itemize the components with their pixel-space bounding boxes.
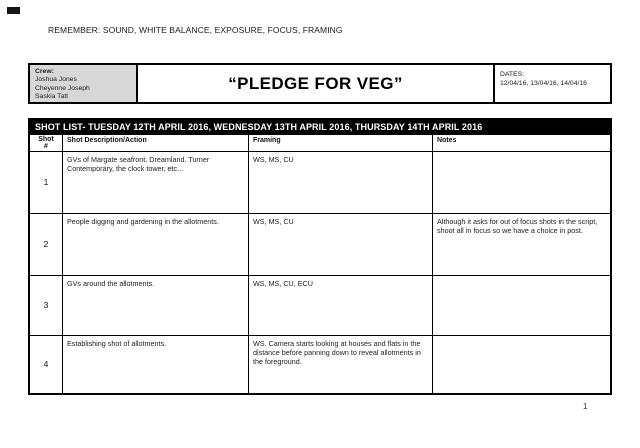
crew-label: Crew:: [35, 68, 54, 75]
crew-box: [28, 63, 138, 104]
column-header-description: Shot Description/Action: [62, 135, 248, 151]
shot-number: 4: [43, 359, 49, 369]
scan-artifact-mark: [7, 7, 20, 14]
table-row: [30, 151, 610, 213]
shot-description: GVs around the allotments.: [62, 276, 248, 335]
reminder-note: REMEMBER: SOUND, WHITE BALANCE, EXPOSURE, FOCUS, FRAMING: [48, 25, 343, 35]
page-title: “PLEDGE FOR VEG”: [228, 73, 403, 93]
shot-description: People digging and gardening in the allotments.: [62, 214, 248, 275]
column-header-framing: Framing: [248, 135, 432, 151]
document-header: [28, 63, 612, 104]
shot-number: 3: [43, 300, 49, 310]
table-row: [30, 213, 610, 275]
shot-number: 2: [43, 239, 49, 249]
dates-box: [493, 63, 612, 104]
shot-framing: WS. Camera starts looking at houses and flats in the distance before panning down to reveal allotments in the foreground.: [248, 336, 432, 393]
title-box: [136, 63, 495, 104]
shot-framing: WS, MS, CU, ECU: [248, 276, 432, 335]
shot-list-banner: SHOT LIST- TUESDAY 12TH APRIL 2016, WEDNESDAY 13TH APRIL 2016, THURSDAY 14TH APRIL 2016: [30, 120, 610, 134]
crew-member-name: Joshua Jones: [35, 76, 77, 84]
page-number: 1: [583, 402, 588, 411]
shot-number: 1: [43, 177, 49, 187]
table-row: [30, 275, 610, 335]
shot-notes: [432, 336, 610, 393]
shot-notes: Although it asks for out of focus shots in the script, shoot all in focus so we have a choice in post.: [432, 214, 610, 275]
table-header-row: [30, 134, 610, 151]
shot-framing: WS, MS, CU: [248, 214, 432, 275]
shot-list-table: [28, 118, 612, 395]
shot-framing: WS, MS, CU: [248, 152, 432, 213]
shot-notes: [432, 152, 610, 213]
crew-member-name: Cheyenne Joseph: [35, 84, 90, 92]
column-header-shot-number: Shot #: [38, 135, 54, 150]
dates-value: 12/04/16, 13/04/16, 14/04/16: [500, 79, 587, 87]
column-header-notes: Notes: [432, 135, 610, 151]
shot-notes: [432, 276, 610, 335]
shot-description: Establishing shot of allotments.: [62, 336, 248, 393]
dates-label: DATES:: [500, 71, 525, 78]
table-row: [30, 335, 610, 393]
crew-member-name: Saskia Tatt: [35, 92, 69, 100]
shot-description: GVs of Margate seafront. Dreamland. Turner Contemporary, the clock tower, etc...: [62, 152, 248, 213]
